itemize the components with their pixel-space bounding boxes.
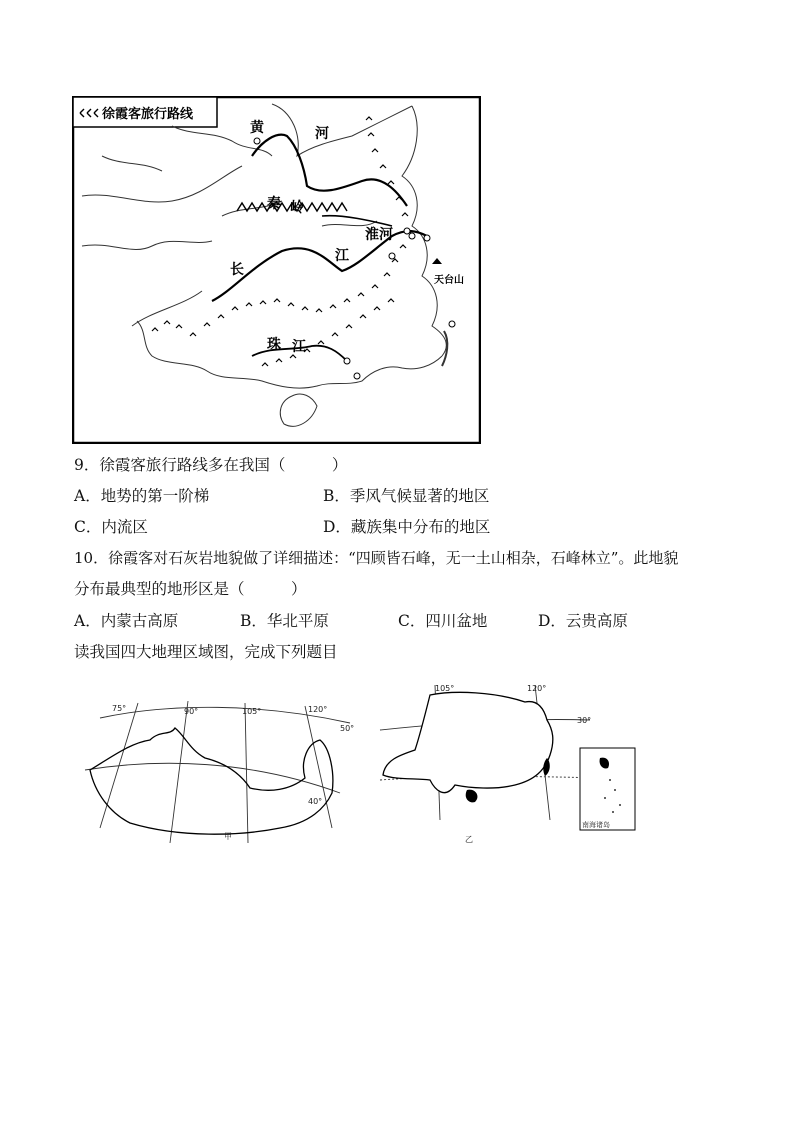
q9-option-c: C．内流区 [74,518,148,536]
region-intro: 读我国四大地理区域图，完成下列题目 [74,643,338,661]
label-zhu: 珠 [267,337,281,353]
jia-lon90: 90° [184,707,199,716]
jia-caption: 甲 [224,832,232,841]
yi-caption: 乙 [465,835,473,844]
label-he: 河 [315,126,329,142]
label-ling: 岭 [290,200,304,216]
xu-xiake-route-map [72,96,481,444]
map-yi-south [375,680,640,845]
q10-option-c: C．四川盆地 [398,612,488,630]
label-chang: 长 [230,262,244,278]
label-jiang2: 江 [292,339,306,355]
label-qin: 秦 [267,196,281,212]
q9-stem: 9．徐霞客旅行路线多在我国（ ） [74,456,348,474]
jia-lon105: 105° [242,707,262,716]
q10-option-a: A．内蒙古高原 [74,612,179,630]
yi-lat30: 30° [577,716,592,725]
q10-stem-line2: 分布最典型的地形区是（ ） [74,580,307,598]
yi-inset-label: 南海诸岛 [582,821,610,829]
q10-option-d: D．云贵高原 [538,612,628,630]
jia-lon75: 75° [112,704,127,713]
yi-lon105: 105° [435,684,455,693]
q9-option-b: B．季风气候显著的地区 [323,487,490,505]
jia-lat40: 40° [308,797,323,806]
jia-lon120: 120° [308,705,328,714]
q10-option-b: B．华北平原 [240,612,329,630]
label-huaihe: 淮河 [365,227,393,243]
q10-stem-line1: 10．徐霞客对石灰岩地貌做了详细描述：“四顾皆石峰，无一土山相杂，石峰林立”。此地貌 [74,549,679,567]
label-huang: 黄 [250,120,264,136]
label-tiantai: 天台山 [434,275,464,286]
jia-lat50: 50° [340,724,355,733]
q9-option-a: A．地势的第一阶梯 [74,487,210,505]
q9-option-d: D．藏族集中分布的地区 [323,518,491,536]
map-jia-northwest [80,698,360,848]
yi-lon120: 120° [527,684,547,693]
legend-label: 徐霞客旅行路线 [102,107,194,122]
label-jiang: 江 [335,248,349,264]
